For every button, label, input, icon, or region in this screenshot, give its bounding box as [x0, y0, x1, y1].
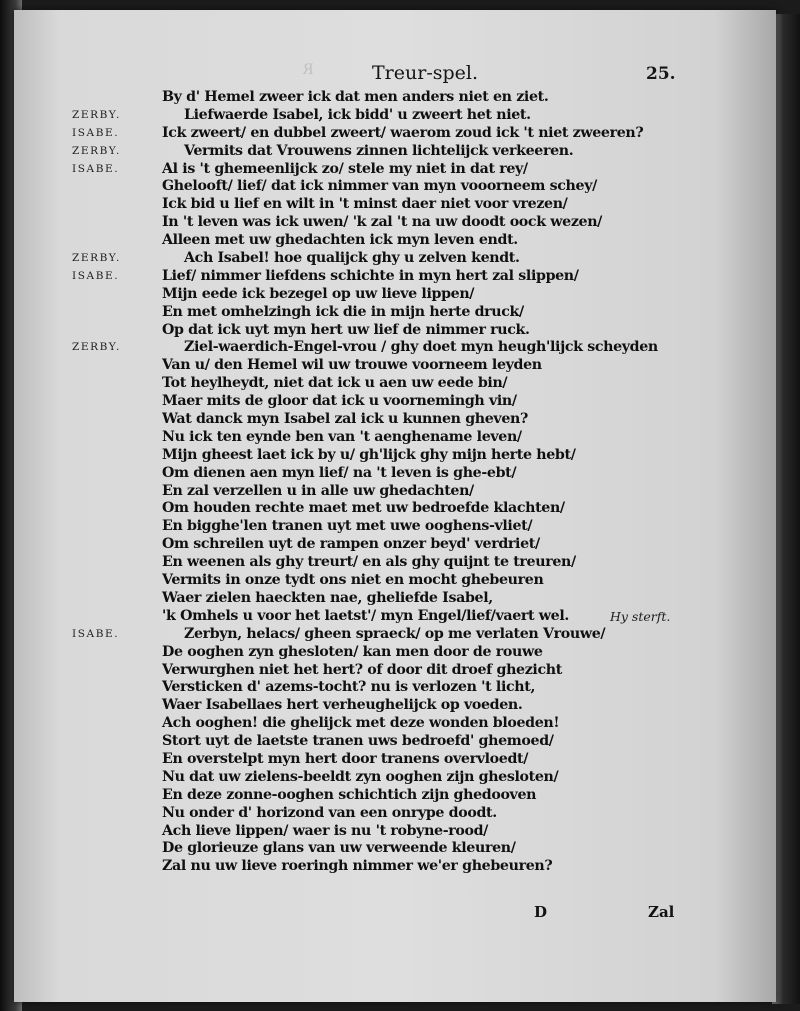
verse-text: Waer zielen haeckten nae, gheliefde Isabel, [162, 589, 493, 606]
verse-line [72, 608, 722, 626]
verse-text: Zal nu uw lieve roeringh nimmer we'er ghebeuren? [162, 858, 553, 875]
verse-text: Wat danck myn Isabel zal ick u kunnen gheven? [162, 411, 528, 428]
verse-line [72, 465, 722, 483]
verse-line [72, 787, 722, 805]
speaker-label: ISABE. [72, 126, 120, 139]
verse-line [72, 447, 722, 465]
verse-text: Ick zweert/ en dubbel zweert/ waerom zoud ick 't niet zweeren? [162, 124, 644, 141]
speaker-label: ISABE. [72, 269, 120, 282]
verse-line [72, 483, 722, 501]
verse-line [72, 411, 722, 429]
verse-text: Stort uyt de laetste tranen uws bedroefd' ghemoed/ [162, 733, 554, 750]
verse-line [72, 161, 722, 179]
verse-text: Om dienen aen myn lief/ na 't leven is ghe-ebt/ [162, 464, 517, 481]
verse-text: Vermits in onze tydt ons niet en mocht ghebeuren [162, 572, 544, 589]
verse-text: Nu dat uw zielens-beeldt zyn ooghen zijn ghesloten/ [162, 768, 559, 785]
verse-text: Ghelooft/ lief/ dat ick nimmer van myn vooorneem schey/ [162, 178, 597, 195]
stage-direction: Hy sterft. [610, 608, 671, 624]
verse-text: Alleen met uw ghedachten ick myn leven endt. [162, 232, 518, 249]
verse-text: Mijn gheest laet ick by u/ gh'lijck ghy mijn herte hebt/ [162, 446, 576, 463]
verse-line [72, 858, 722, 876]
verse-line [72, 626, 722, 644]
running-title: Treur-spel. [372, 62, 479, 84]
verse-text: Ach lieve lippen/ waer is nu 't robyne-rood/ [162, 822, 489, 839]
verse-text: Tot heylheydt, niet dat ick u aen uw eede bin/ [162, 375, 508, 392]
verse-line [72, 125, 722, 143]
verse-text: Om schreilen uyt de rampen onzer beyd' verdriet/ [162, 536, 540, 553]
verse-line [72, 590, 722, 608]
play-text [72, 89, 722, 876]
verse-line [72, 715, 722, 733]
verse-text: Al is 't ghemeenlijck zo/ stele my niet in dat rey/ [162, 160, 528, 177]
verse-line [72, 322, 722, 340]
verse-line [72, 500, 722, 518]
verse-text: Liefwaerde Isabel, ick bidd' u zweert het niet. [184, 106, 531, 123]
verse-text: Zerbyn, helacs/ gheen spraeck/ op me verlaten Vrouwe/ [184, 625, 606, 642]
verse-line [72, 143, 722, 161]
page-number: 25. [646, 64, 676, 84]
verse-text: De glorieuze glans van uw verweende kleuren/ [162, 840, 516, 857]
speaker-label: ZERBY. [72, 108, 121, 121]
speaker-label: ZERBY. [72, 341, 121, 354]
verse-text: Mijn eede ick bezegel op uw lieve lippen/ [162, 285, 475, 302]
verse-text: Ach Isabel! hoe qualijck ghy u zelven kendt. [184, 250, 520, 267]
verse-text: Vermits dat Vrouwens zinnen lichtelijck verkeeren. [184, 142, 574, 159]
verse-line [72, 840, 722, 858]
verse-text: En bigghe'len tranen uyt met uwe ooghens-vliet/ [162, 518, 533, 535]
verse-text: En met omhelzingh ick die in mijn herte druck/ [162, 303, 524, 320]
verse-text: En overstelpt myn hert door tranens overvloedt/ [162, 750, 529, 767]
verse-line [72, 536, 722, 554]
verse-text: En weenen als ghy treurt/ en als ghy quijnt te treuren/ [162, 554, 576, 571]
verse-text: De ooghen zyn ghesloten/ kan men door de rouwe [162, 643, 543, 660]
verse-text: Versticken d' azems-tocht? nu is verlozen 't licht, [162, 679, 536, 696]
verse-line [72, 769, 722, 787]
verse-line [72, 89, 722, 107]
verse-line [72, 644, 722, 662]
verse-line [72, 232, 722, 250]
show-through-text: R [134, 62, 314, 78]
verse-text: Waer Isabellaes hert verheughelijck op voeden. [162, 697, 523, 714]
book-page [14, 10, 776, 1002]
verse-line [72, 733, 722, 751]
verse-line [72, 250, 722, 268]
verse-text: Van u/ den Hemel wil uw trouwe voorneem leyden [162, 357, 542, 374]
verse-line [72, 697, 722, 715]
verse-line [72, 572, 722, 590]
verse-text: Op dat ick uyt myn hert uw lief de nimmer ruck. [162, 321, 530, 338]
verse-line [72, 339, 722, 357]
verse-line [72, 107, 722, 125]
speaker-label: ZERBY. [72, 252, 121, 265]
signature-mark: D [534, 903, 548, 921]
verse-text: En deze zonne-ooghen schichtich zijn ghedooven [162, 786, 537, 803]
verse-line [72, 823, 722, 841]
verse-text: 'k Omhels u voor het laetst'/ myn Engel/lief/vaert wel. [162, 607, 569, 624]
verse-text: Om houden rechte maet met uw bedroefde klachten/ [162, 500, 565, 517]
page-edge [772, 14, 800, 1004]
verse-text: Ach ooghen! die ghelijck met deze wonden bloeden! [162, 715, 560, 732]
verse-line [72, 662, 722, 680]
verse-text: Maer mits de gloor dat ick u voornemingh vin/ [162, 393, 517, 410]
verse-line [72, 214, 722, 232]
verse-text: By d' Hemel zweer ick dat men anders niet en ziet. [162, 89, 549, 105]
verse-line [72, 196, 722, 214]
verse-line [72, 751, 722, 769]
verse-text: In 't leven was ick uwen/ 'k zal 't na uw doodt oock wezen/ [162, 214, 602, 231]
page-header [14, 62, 776, 88]
verse-line [72, 805, 722, 823]
verse-line [72, 679, 722, 697]
verse-line [72, 554, 722, 572]
verse-text: Lief/ nimmer liefdens schichte in myn hert zal slippen/ [162, 267, 579, 284]
verse-line [72, 286, 722, 304]
verse-line [72, 268, 722, 286]
verse-line [72, 518, 722, 536]
verse-line [72, 375, 722, 393]
speaker-label: ISABE. [72, 162, 120, 175]
verse-text: Ick bid u lief en wilt in 't minst daer niet voor vrezen/ [162, 196, 568, 213]
verse-line [72, 429, 722, 447]
verse-line [72, 357, 722, 375]
verse-line [72, 178, 722, 196]
catchword: Zal [648, 903, 675, 921]
verse-text: Nu onder d' horizond van een onrype doodt. [162, 804, 497, 821]
verse-text: Verwurghen niet het hert? of door dit droef ghezicht [162, 661, 562, 678]
verse-line [72, 304, 722, 322]
verse-text: En zal verzellen u in alle uw ghedachten/ [162, 482, 474, 499]
speaker-label: ZERBY. [72, 144, 121, 157]
verse-line [72, 393, 722, 411]
verse-text: Nu ick ten eynde ben van 't aenghename leven/ [162, 428, 522, 445]
verse-text: Ziel-waerdich-Engel-vrou / ghy doet myn heugh'lijck scheyden [184, 339, 658, 356]
speaker-label: ISABE. [72, 627, 120, 640]
